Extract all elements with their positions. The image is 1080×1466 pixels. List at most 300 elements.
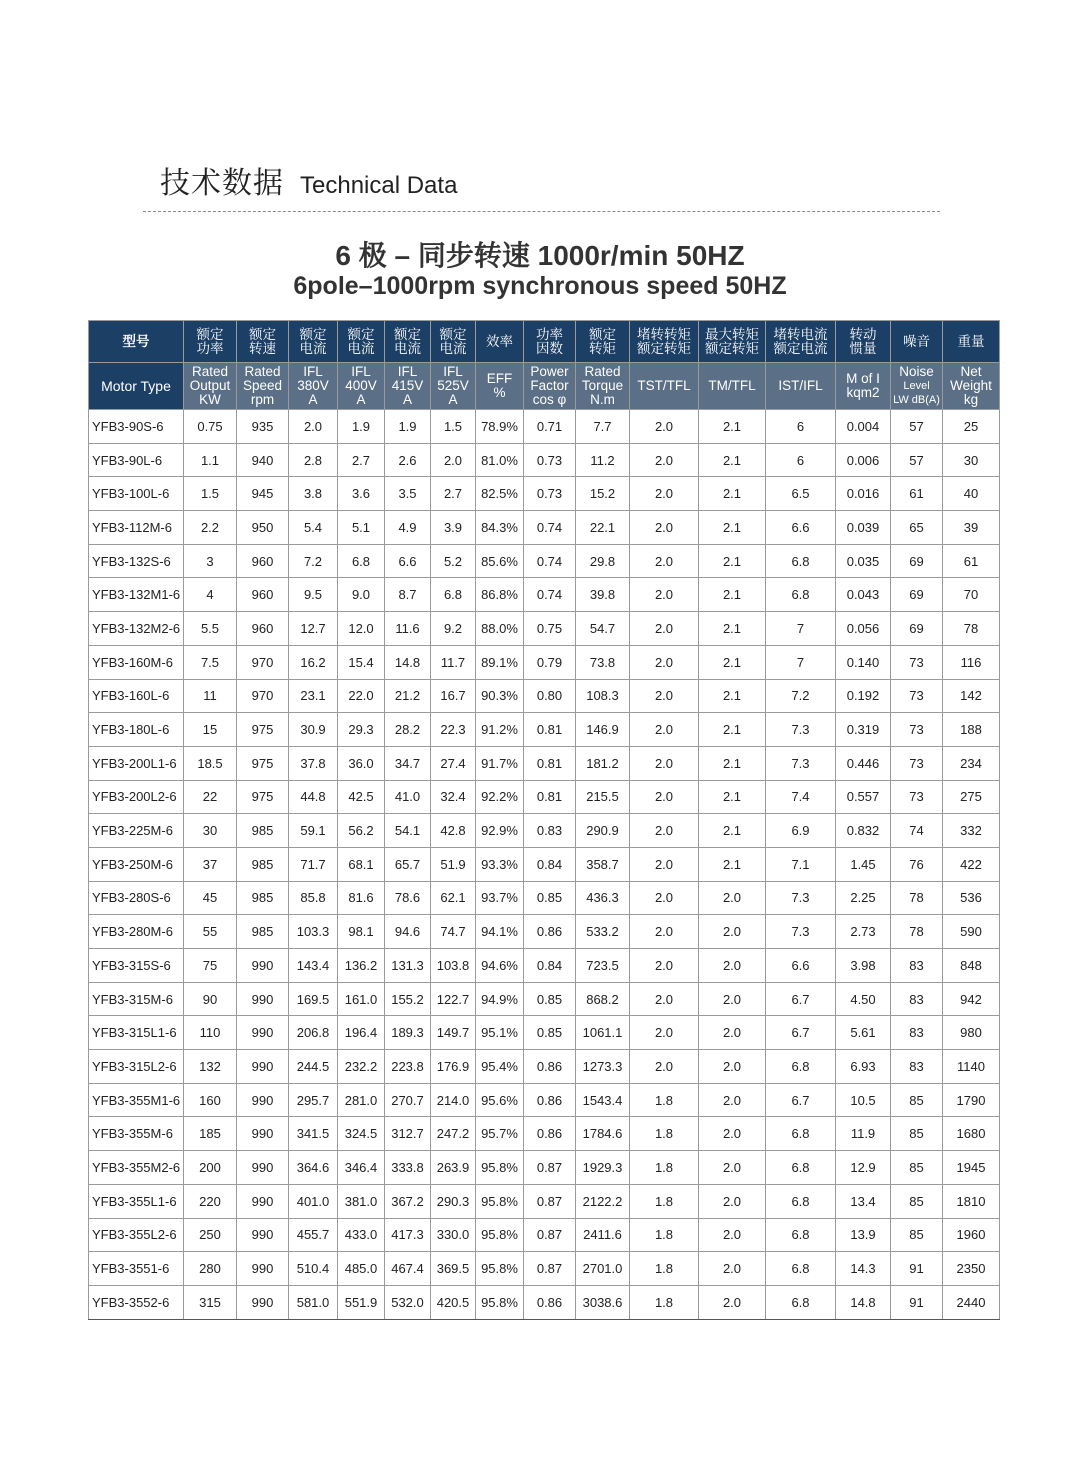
table-cell: 220 [184,1184,237,1218]
table-cell: 970 [237,645,289,679]
table-cell: 1790 [943,1083,1000,1117]
header-cell-cn [524,321,576,363]
table-cell: 990 [237,1016,289,1050]
table-cell: 54.7 [576,612,630,646]
table-cell: 94.6% [476,949,524,983]
table-cell: 7.1 [766,847,836,881]
table-cell: 2.0 [630,679,699,713]
table-cell: 7.4 [766,780,836,814]
table-cell: 12.7 [289,612,338,646]
table-cell: 975 [237,780,289,814]
table-cell: 2.73 [836,915,891,949]
table-cell: 332 [943,814,1000,848]
header-cell-en [89,363,184,410]
table-cell: 0.85 [524,881,576,915]
table-cell: 146.9 [576,713,630,747]
table-cell: 65.7 [385,847,431,881]
table-cell: 950 [237,511,289,545]
table-cell: 11 [184,679,237,713]
table-cell: 3.98 [836,949,891,983]
table-cell: 960 [237,544,289,578]
table-cell: 161.0 [338,982,385,1016]
header-cell-cn [89,321,184,363]
motor-type-cell: YFB3-355M2-6 [89,1151,184,1185]
table-cell: 85 [891,1218,943,1252]
table-cell: 44.8 [289,780,338,814]
table-row [89,645,1000,679]
table-cell: 12.0 [338,612,385,646]
header-cell-en [184,363,237,410]
table-cell: 2.0 [630,477,699,511]
table-cell: 0.056 [836,612,891,646]
header-label-en: 525V [437,378,469,393]
table-cell: 0.80 [524,679,576,713]
header-label-cn: 最大转矩 [705,326,759,343]
table-cell: 2.0 [630,746,699,780]
table-cell: 23.1 [289,679,338,713]
table-cell: 95.8% [476,1218,524,1252]
table-cell: 9.0 [338,578,385,612]
table-cell: 85.8 [289,881,338,915]
table-cell: 200 [184,1151,237,1185]
header-label-cn: 功率 [536,326,563,343]
table-cell: 5.61 [836,1016,891,1050]
table-cell: 0.319 [836,713,891,747]
table-cell: 95.6% [476,1083,524,1117]
table-cell: 6.8 [766,1117,836,1151]
technical-data-table [88,320,1000,1320]
table-cell: 95.7% [476,1117,524,1151]
table-cell: 8.7 [385,578,431,612]
table-row [89,477,1000,511]
header-cell-en [766,363,836,410]
header-cell-en [237,363,289,410]
table-cell: 6.8 [766,578,836,612]
header-label-cn: 额定 [249,326,276,343]
table-cell: 420.5 [431,1285,476,1319]
table-cell: 990 [237,1050,289,1084]
table-cell: 1.8 [630,1218,699,1252]
table-cell: 1784.6 [576,1117,630,1151]
table-cell: 61 [891,477,943,511]
header-label-cn: 堵转电流 [773,326,828,343]
table-cell: 81.0% [476,443,524,477]
header-cell-en [576,363,630,410]
table-cell: 2.0 [699,1117,766,1151]
table-cell: 7.3 [766,746,836,780]
table-cell: 367.2 [385,1184,431,1218]
table-cell: 990 [237,1151,289,1185]
table-cell: 244.5 [289,1050,338,1084]
table-cell: 90.3% [476,679,524,713]
table-cell: 22.3 [431,713,476,747]
table-row [89,612,1000,646]
table-cell: 2.0 [630,1050,699,1084]
table-cell: 42.5 [338,780,385,814]
table-cell: 189.3 [385,1016,431,1050]
table-cell: 22.1 [576,511,630,545]
table-cell: 2.1 [699,713,766,747]
table-cell: 1.9 [385,410,431,444]
table-cell: 1.8 [630,1252,699,1286]
table-row [89,915,1000,949]
table-cell: 1.8 [630,1151,699,1185]
table-cell: 143.4 [289,949,338,983]
table-cell: 2.0 [699,915,766,949]
table-cell: 9.2 [431,612,476,646]
table-cell: 234 [943,746,1000,780]
table-cell: 51.9 [431,847,476,881]
table-cell: 467.4 [385,1252,431,1286]
table-cell: 71.7 [289,847,338,881]
header-label-en: Factor [530,378,569,393]
table-cell: 11.6 [385,612,431,646]
table-cell: 1.5 [431,410,476,444]
header-cell-cn [476,321,524,363]
header-label-cn: 额定 [439,326,467,343]
motor-type-cell: YFB3-355L2-6 [89,1218,184,1252]
table-cell: 9.5 [289,578,338,612]
header-cell-en [385,363,431,410]
table-cell: 73 [891,713,943,747]
header-label-en: Output [189,378,231,393]
table-cell: 990 [237,1117,289,1151]
table-cell: 0.79 [524,645,576,679]
table-cell: 330.0 [431,1218,476,1252]
table-cell: 83 [891,949,943,983]
table-cell: 0.86 [524,1117,576,1151]
table-cell: 2.0 [630,881,699,915]
table-cell: 57 [891,410,943,444]
table-cell: 0.043 [836,578,891,612]
table-cell: 6.6 [766,949,836,983]
table-cell: 55 [184,915,237,949]
table-cell: 21.2 [385,679,431,713]
table-cell: 935 [237,410,289,444]
header-label-en: M of I [846,371,880,386]
table-cell: 0.74 [524,511,576,545]
table-cell: 590 [943,915,1000,949]
table-cell: 2.0 [630,511,699,545]
header-cell-cn [836,321,891,363]
table-cell: 2122.2 [576,1184,630,1218]
table-cell: 2.0 [289,410,338,444]
table-cell: 290.3 [431,1184,476,1218]
table-cell: 7.3 [766,915,836,949]
table-cell: 270.7 [385,1083,431,1117]
table-cell: 6.7 [766,982,836,1016]
table-cell: 69 [891,544,943,578]
table-cell: 6.8 [766,1151,836,1185]
table-cell: 22.0 [338,679,385,713]
table-cell: 176.9 [431,1050,476,1084]
table-cell: 868.2 [576,982,630,1016]
header-label-en: IFL [303,364,323,379]
table-cell: 103.3 [289,915,338,949]
header-cell-cn [576,321,630,363]
table-cell: 0.87 [524,1151,576,1185]
table-cell: 1543.4 [576,1083,630,1117]
header-label-cn: 额定 [299,326,327,343]
table-cell: 14.8 [385,645,431,679]
header-label-cn: 额定 [196,326,224,343]
table-cell: 6 [766,410,836,444]
table-cell: 6.8 [766,1252,836,1286]
table-cell: 85 [891,1117,943,1151]
table-cell: 2.0 [630,612,699,646]
table-cell: 92.9% [476,814,524,848]
table-cell: 1.8 [630,1285,699,1319]
table-cell: 0.035 [836,544,891,578]
table-cell: 1.8 [630,1117,699,1151]
subtitle-chinese: 6 极 – 同步转速 1000r/min 50HZ [335,240,745,271]
table-cell: 188 [943,713,1000,747]
table-cell: 30 [184,814,237,848]
table-body [89,410,1000,1320]
page-heading [160,158,457,202]
table-cell: 0.84 [524,847,576,881]
table-cell: 78.6 [385,881,431,915]
table-cell: 990 [237,949,289,983]
table-row [89,1050,1000,1084]
header-label-cn: 转矩 [589,340,616,357]
table-cell: 2.1 [699,847,766,881]
table-cell: 7.5 [184,645,237,679]
table-cell: 6.8 [338,544,385,578]
motor-type-cell: YFB3-315L2-6 [89,1050,184,1084]
table-cell: 401.0 [289,1184,338,1218]
motor-type-cell: YFB3-160L-6 [89,679,184,713]
motor-type-cell: YFB3-200L2-6 [89,780,184,814]
table-cell: 581.0 [289,1285,338,1319]
table-cell: 6.6 [385,544,431,578]
table-cell: 78 [943,612,1000,646]
table-cell: 4 [184,578,237,612]
header-label-cn: 堵转转矩 [637,326,691,343]
table-row [89,881,1000,915]
table-cell: 4.50 [836,982,891,1016]
table-cell: 69 [891,578,943,612]
header-cell-cn [184,321,237,363]
table-cell: 0.557 [836,780,891,814]
table-cell: 94.9% [476,982,524,1016]
table-row [89,443,1000,477]
header-cell-cn [891,321,943,363]
header-label-en: Rated [244,364,281,379]
motor-type-cell: YFB3-315M-6 [89,982,184,1016]
table-cell: 985 [237,814,289,848]
table-row [89,578,1000,612]
table-cell: 6.5 [766,477,836,511]
table-cell: 281.0 [338,1083,385,1117]
table-cell: 78 [891,881,943,915]
header-cell-cn [289,321,338,363]
table-cell: 28.2 [385,713,431,747]
table-cell: 2.1 [699,780,766,814]
table-cell: 364.6 [289,1151,338,1185]
table-cell: 0.73 [524,443,576,477]
header-cell-cn [237,321,289,363]
header-label-en: 400V [345,378,377,393]
table-cell: 37 [184,847,237,881]
table-cell: 98.1 [338,915,385,949]
table-cell: 0.87 [524,1184,576,1218]
table-cell: 76 [891,847,943,881]
table-cell: 1.45 [836,847,891,881]
table-cell: 83 [891,1050,943,1084]
table-cell: 10.5 [836,1083,891,1117]
heading-chinese: 技术数据 [160,166,284,201]
header-cell-cn [766,321,836,363]
table-cell: 36.0 [338,746,385,780]
table-cell: 1.8 [630,1184,699,1218]
table-cell: 275 [943,780,1000,814]
header-label-en: N.m [590,392,615,407]
table-cell: 1810 [943,1184,1000,1218]
table-cell: 94.1% [476,915,524,949]
table-cell: 122.7 [431,982,476,1016]
table-cell: 15 [184,713,237,747]
table-cell: 985 [237,915,289,949]
table-cell: 1929.3 [576,1151,630,1185]
header-label-en: IST/IFL [778,378,823,393]
table-cell: 312.7 [385,1117,431,1151]
table-cell: 2.1 [699,544,766,578]
table-cell: 2.1 [699,814,766,848]
motor-type-cell: YFB3-280M-6 [89,915,184,949]
table-cell: 990 [237,1083,289,1117]
table-cell: 94.6 [385,915,431,949]
table-cell: 95.8% [476,1252,524,1286]
table-cell: 2.8 [289,443,338,477]
table-cell: 57 [891,443,943,477]
table-cell: 42.8 [431,814,476,848]
table-cell: 95.4% [476,1050,524,1084]
header-cell-cn [630,321,699,363]
table-cell: 990 [237,1184,289,1218]
header-label-en: IFL [443,364,463,379]
table-cell: 54.1 [385,814,431,848]
header-label-en: kg [963,392,979,407]
table-cell: 2.0 [431,443,476,477]
header-label-cn: 额定 [347,326,375,343]
table-cell: 2.1 [699,511,766,545]
table-cell: 6.7 [766,1016,836,1050]
table-row [89,1184,1000,1218]
table-cell: 74.7 [431,915,476,949]
table-cell: 960 [237,612,289,646]
table-cell: 40 [943,477,1000,511]
table-cell: 95.8% [476,1184,524,1218]
motor-type-cell: YFB3-3552-6 [89,1285,184,1319]
table-cell: 0.71 [524,410,576,444]
table-cell: 510.4 [289,1252,338,1286]
motor-type-cell: YFB3-315S-6 [89,949,184,983]
table-cell: 1.8 [630,1083,699,1117]
table-cell: 5.2 [431,544,476,578]
table-cell: 68.1 [338,847,385,881]
table-cell: 1.1 [184,443,237,477]
table-cell: 1.5 [184,477,237,511]
motor-type-cell: YFB3-132M1-6 [89,578,184,612]
table-cell: 3.6 [338,477,385,511]
table-cell: 0.832 [836,814,891,848]
table-cell: 2.0 [699,1218,766,1252]
header-cell-cn [699,321,766,363]
table-cell: 0.81 [524,780,576,814]
table-cell: 16.7 [431,679,476,713]
table-cell: 723.5 [576,949,630,983]
table-cell: 0.86 [524,1050,576,1084]
table-cell: 14.3 [836,1252,891,1286]
table-cell: 39 [943,511,1000,545]
table-cell: 369.5 [431,1252,476,1286]
table-cell: 78 [891,915,943,949]
table-cell: 990 [237,1252,289,1286]
table-cell: 0.016 [836,477,891,511]
table-cell: 6.8 [766,1218,836,1252]
table-cell: 232.2 [338,1050,385,1084]
header-label-cn: 额定电流 [773,340,828,357]
table-cell: 2.0 [630,544,699,578]
table-row [89,847,1000,881]
table-cell: 7.2 [289,544,338,578]
table-cell: 2.2 [184,511,237,545]
table-cell: 169.5 [289,982,338,1016]
table-cell: 13.9 [836,1218,891,1252]
table-cell: 30.9 [289,713,338,747]
table-row [89,746,1000,780]
table-cell: 6 [766,443,836,477]
table-cell: 3.5 [385,477,431,511]
table-row [89,679,1000,713]
table-cell: 69 [891,612,943,646]
header-cell-en [338,363,385,410]
table-cell: 2.0 [630,713,699,747]
table-cell: 6.8 [766,1050,836,1084]
table-cell: 73.8 [576,645,630,679]
header-label-en: Rated [584,364,621,379]
header-label-en: LW dB(A) [893,394,940,406]
table-cell: 2.1 [699,410,766,444]
table-cell: 70 [943,578,1000,612]
header-label-en: 415V [391,378,424,393]
table-cell: 83 [891,982,943,1016]
table-cell: 417.3 [385,1218,431,1252]
header-label-en: cos φ [532,392,567,407]
header-label-en: kqm2 [846,385,880,400]
table-cell: 0.73 [524,477,576,511]
table-cell: 6.8 [766,544,836,578]
table-cell: 990 [237,1218,289,1252]
table-cell: 16.2 [289,645,338,679]
table-cell: 85.6% [476,544,524,578]
dashed-divider [143,211,940,212]
table-cell: 0.86 [524,915,576,949]
header-label-en: 380V [297,378,329,393]
header-label-cn: 额定 [394,326,421,343]
header-label-en: Speed [242,378,283,393]
table-cell: 2.6 [385,443,431,477]
table-cell: 11.2 [576,443,630,477]
table-cell: 2.0 [630,949,699,983]
table-cell: 0.83 [524,814,576,848]
table-cell: 2.1 [699,679,766,713]
header-label-en: IFL [397,364,418,379]
table-cell: 142 [943,679,1000,713]
table-cell: 0.039 [836,511,891,545]
table-cell: 0.86 [524,1285,576,1319]
